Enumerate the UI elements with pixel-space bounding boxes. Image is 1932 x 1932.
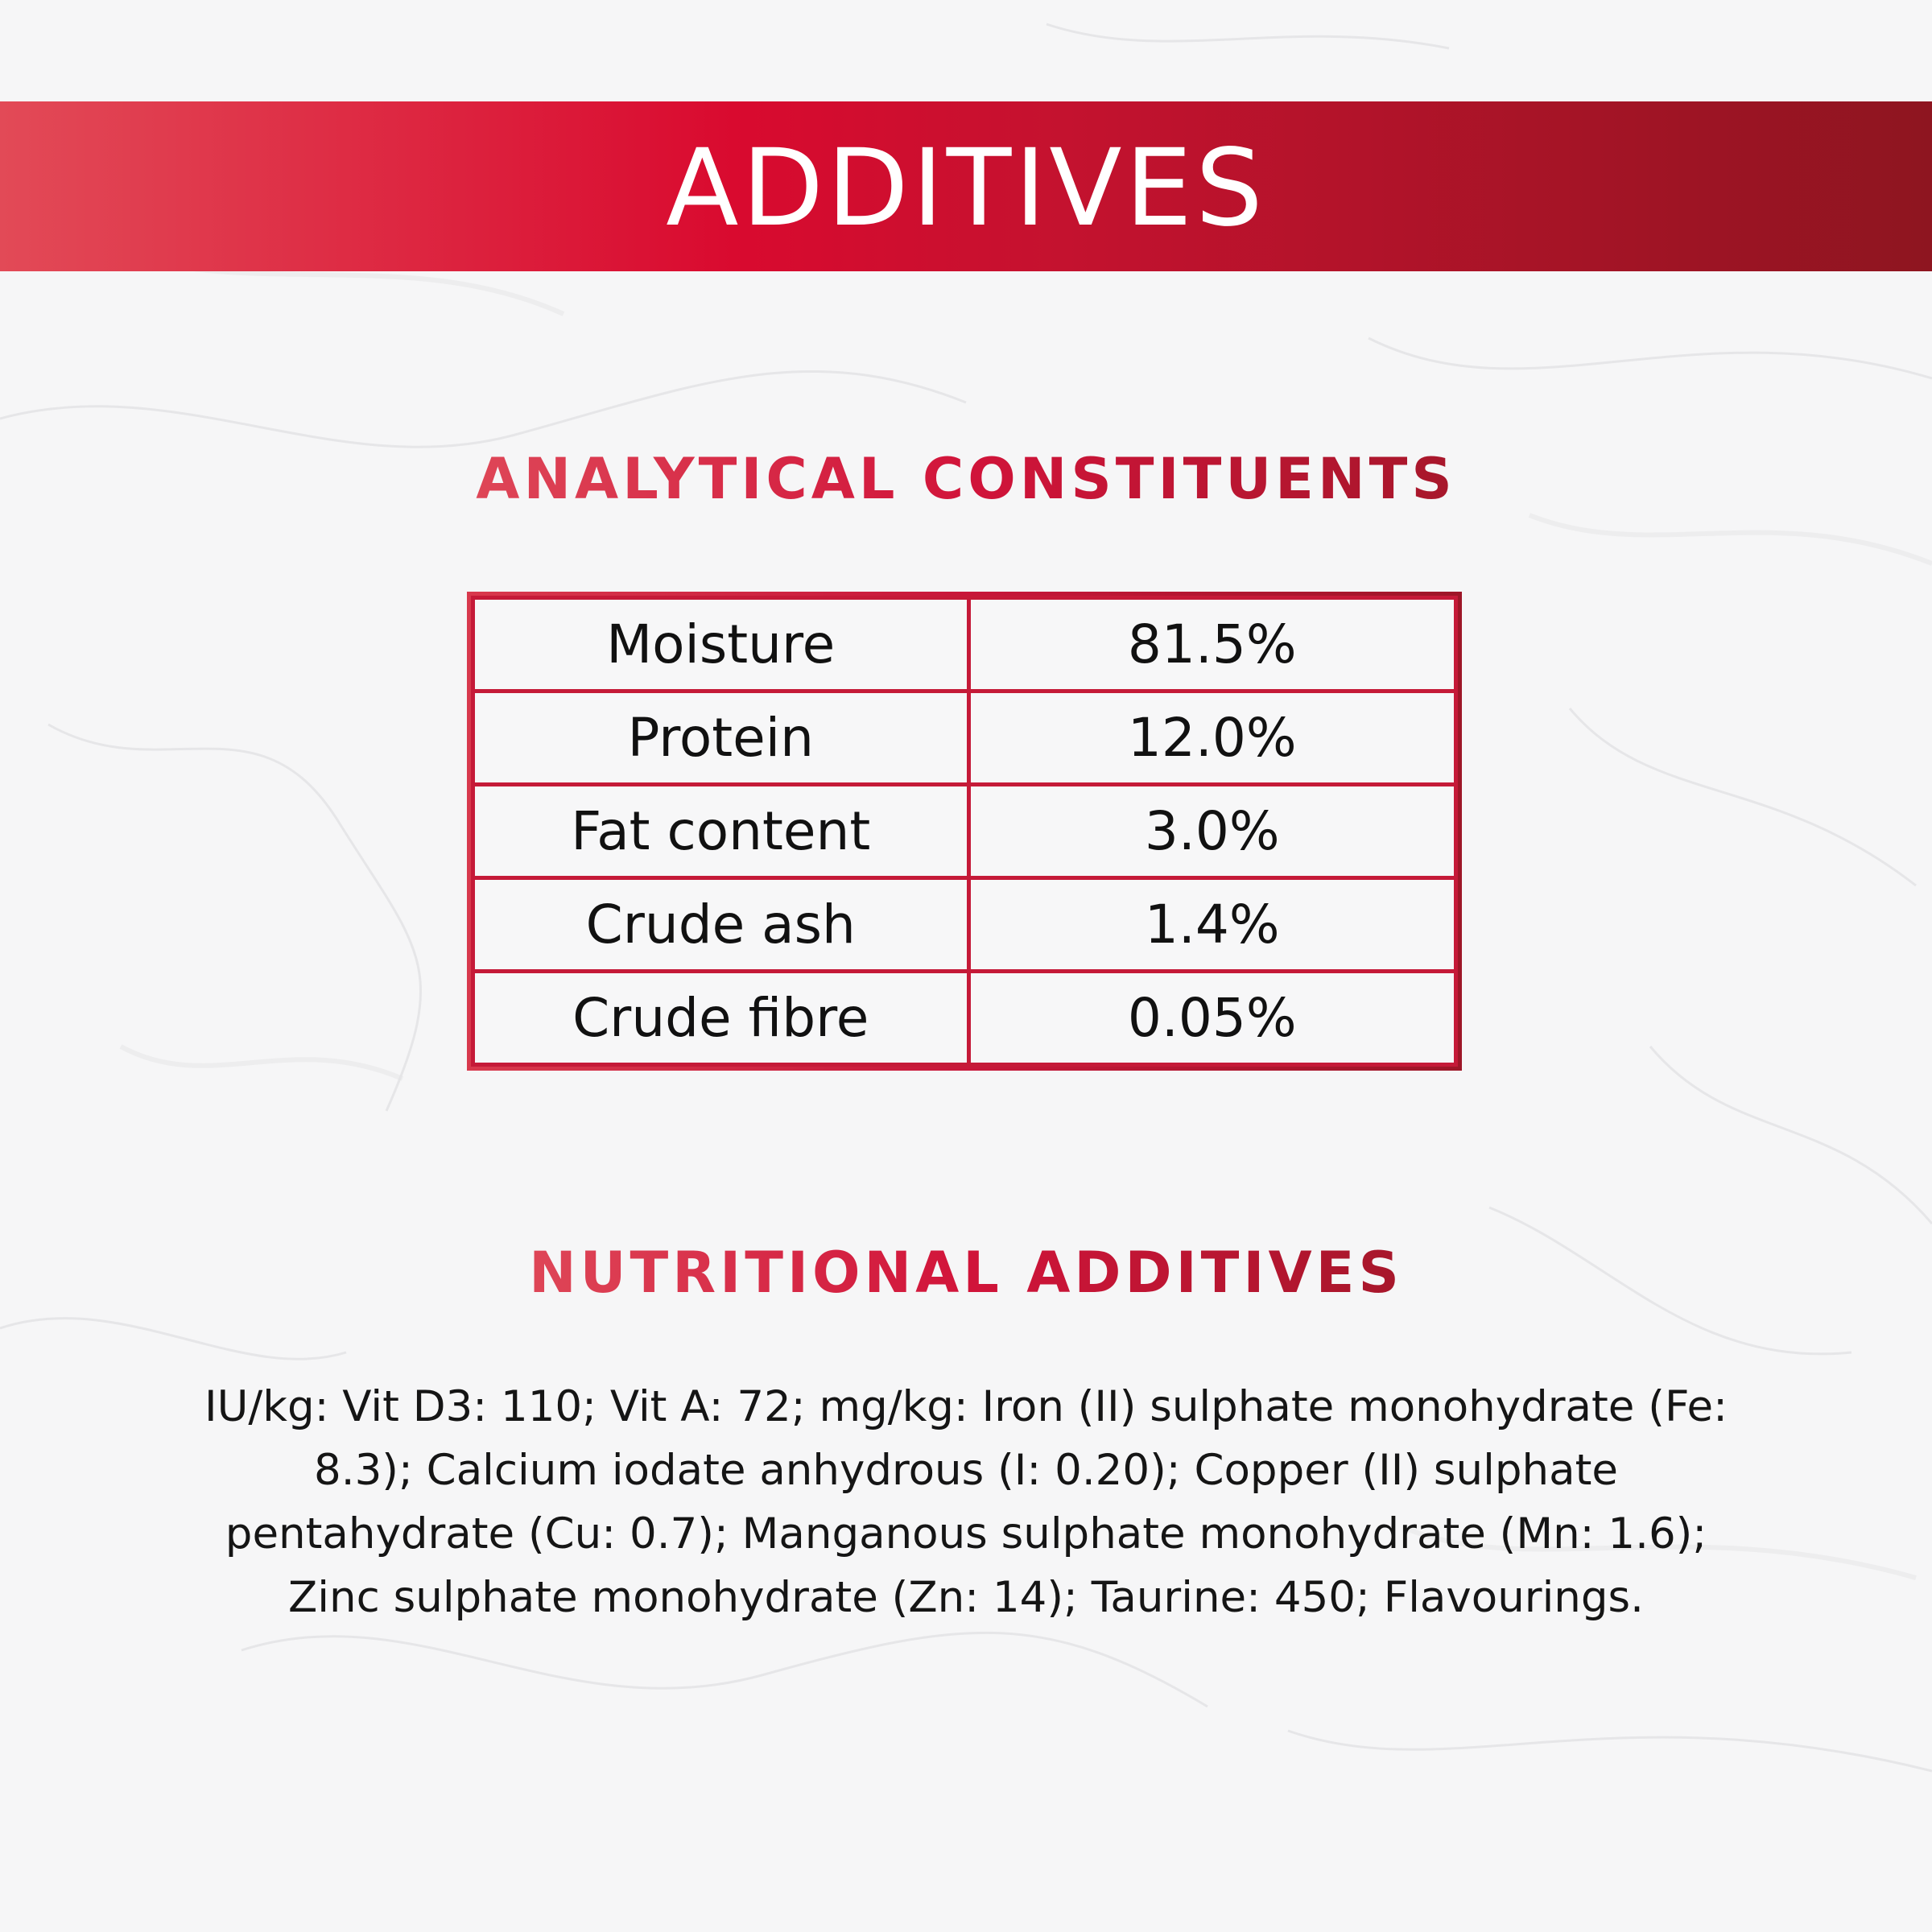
nutritional-additives-text: IU/kg: Vit D3: 110; Vit A: 72; mg/kg: Iron (II) sulphate monohydrate (Fe: 8.3); Calcium iodate anhydrous (I: 0.20); Copper (II) sulphate pentahydrate (Cu: 0.7); Manganous sulphate monohydrate (Mn: 1.6); Zinc sulphate monohydrate (Zn: 14); Taurine: 450; Flavourings. — [204, 1382, 1728, 1622]
constituent-label: Crude ash — [473, 878, 969, 972]
constituent-value: 1.4% — [968, 878, 1456, 972]
page-title: ADDITIVES — [666, 126, 1266, 250]
nutritional-additives-heading-text: NUTRITIONAL ADDITIVES — [529, 1240, 1403, 1306]
analytical-table-frame — [467, 592, 1462, 1071]
analytical-constituents-heading-text: ANALYTICAL CONSTITUENTS — [476, 446, 1456, 512]
constituent-label: Protein — [473, 691, 969, 785]
table-row — [473, 785, 1456, 878]
analytical-constituents-table — [471, 596, 1458, 1067]
constituent-value: 81.5% — [968, 598, 1456, 691]
table-row — [473, 972, 1456, 1065]
table-row — [473, 691, 1456, 785]
constituent-label: Fat content — [473, 785, 969, 878]
table-row — [473, 878, 1456, 972]
table-row — [473, 598, 1456, 691]
constituent-label: Moisture — [473, 598, 969, 691]
nutritional-additives-heading — [0, 1240, 1932, 1306]
analytical-constituents-heading — [0, 446, 1932, 512]
constituent-label: Crude fibre — [473, 972, 969, 1065]
constituent-value: 0.05% — [968, 972, 1456, 1065]
constituent-value: 12.0% — [968, 691, 1456, 785]
constituent-value: 3.0% — [968, 785, 1456, 878]
title-banner — [0, 101, 1932, 271]
